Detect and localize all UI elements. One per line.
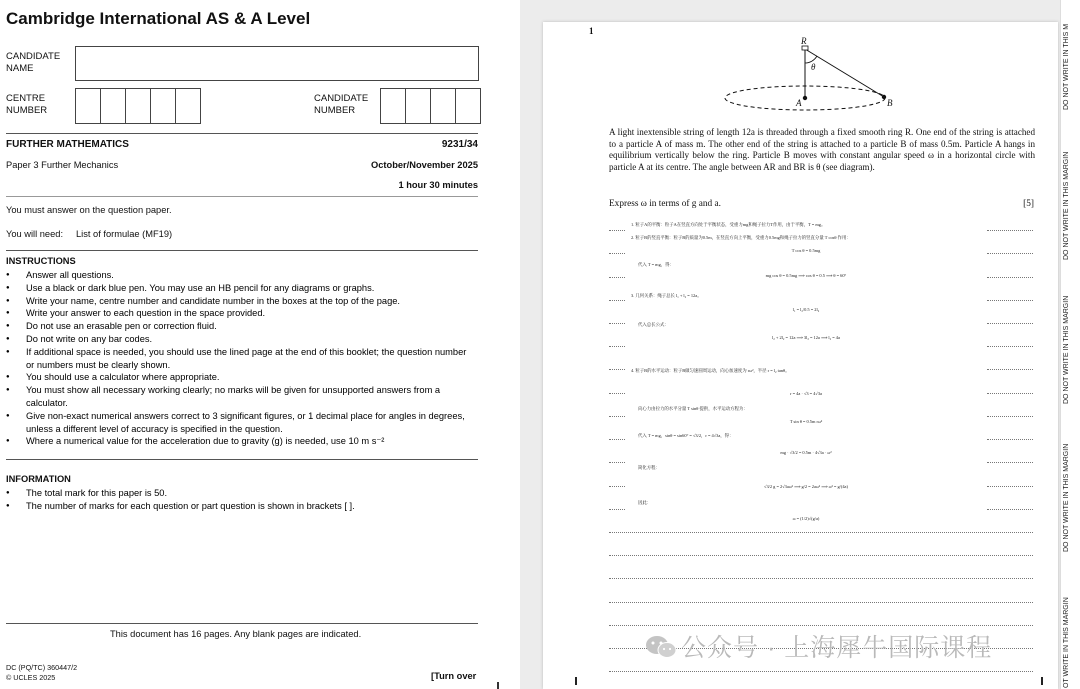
- list-item: ● If additional space is needed, you should use the lined page at the end of this booklet; the question number or numbers must be clearly shown.: [6, 346, 474, 372]
- cover-page: [0, 0, 520, 689]
- divider: [6, 133, 478, 134]
- particle-a: [803, 96, 807, 100]
- margin-warning: DO NOT WRITE IN THIS MARGIN: [1063, 151, 1070, 260]
- answer-line: [987, 323, 1033, 324]
- answer-line: [609, 578, 1033, 579]
- answer-line: [609, 230, 625, 231]
- candidate-number-field[interactable]: [380, 88, 481, 124]
- list-item: ● You should use a calculator where appropriate.: [6, 371, 474, 384]
- solution-equation: l₁ = l₂/0.5 = 2l₂: [792, 307, 820, 312]
- list-item: ● You must show all necessary working clearly; no marks will be given for unsupported answers from a calculator.: [6, 384, 474, 410]
- solution-equation: l₂ + 2l₂ = 12a ⟹ 3l₂ = 12a ⟹ l₂ = 4a: [772, 335, 840, 340]
- page-corner-mark: [1041, 677, 1043, 685]
- answer-line: [609, 277, 625, 278]
- solution-equation: T cos θ = 0.5mg: [791, 248, 821, 253]
- answer-line: [609, 671, 1033, 672]
- solution-equation: mg · √3/2 = 0.5m · 4√3a · ω²: [780, 450, 832, 455]
- solution-step: 代入 T = mg，得：: [638, 262, 674, 267]
- answer-line: [987, 369, 1033, 370]
- solution-step: 代入 T = mg，sinθ = sin60° = √3/2，r = 4√3a，得：: [638, 433, 734, 438]
- answer-line: [609, 393, 625, 394]
- watermark-text: 公众号 · 上海犀牛国际课程: [681, 634, 993, 662]
- solution-step: 2. 粒子B的竖直平衡：粒子B的质量为0.5m，在竖直方向上平衡，受重力0.5mg和绳子拉力的竖直分量 T cosθ 作用：: [631, 235, 851, 240]
- answer-line: [609, 486, 625, 487]
- divider: [6, 459, 478, 460]
- solution-step: 3. 几何关系：绳子总长 l₁ + l₂ = 12a。: [631, 293, 702, 298]
- answer-line: [987, 230, 1033, 231]
- solution-step: 4. 粒子B的水平运动：粒子B做匀速圆周运动，向心加速度为 rω²，半径 r = l₂ tanθ。: [631, 368, 790, 373]
- solution-equation: mg cos θ = 0.5mg ⟹ cos θ = 0.5 ⟹ θ = 60°: [765, 273, 847, 278]
- question-marks: [5]: [1023, 199, 1034, 209]
- solution-step: 1. 粒子A的平衡：粒子A在竖直方向处于平衡状态，受重力mg和绳子拉力T作用，由于平衡，T = mg。: [631, 222, 826, 227]
- centre-number-field[interactable]: [75, 88, 201, 124]
- divider: [6, 196, 478, 197]
- answer-line: [609, 300, 625, 301]
- information-heading: INFORMATION: [6, 474, 71, 484]
- answer-line: [609, 416, 625, 417]
- label-r: R: [801, 36, 807, 46]
- label-b: B: [887, 98, 893, 108]
- solution-equation: √3/2 g = 2√3aω² ⟹ g/2 = 2aω² ⟹ ω² = g/(4a): [764, 484, 848, 489]
- solution-step: 因此：: [638, 500, 652, 505]
- answer-line: [609, 439, 625, 440]
- candidate-name-label: CANDIDATE NAME: [6, 51, 61, 74]
- pages-note: This document has 16 pages. Any blank pages are indicated.: [110, 629, 362, 639]
- question-text: A light inextensible string of length 12a is threaded through a fixed smooth ring R. One end of the string is attached to a particle A of mass m. The other end of the string is attached to a particle B of mass 0.5m. Particle A hangs in equilibrium vertically below the ring. Particle B moves with constant angular speed ω in a horizontal circle with particle A at its centre. The angle between AR and BR is θ (see diagram).: [609, 127, 1035, 172]
- wechat-icon: [645, 634, 677, 660]
- ring-r: [802, 46, 808, 50]
- paper-name: Paper 3 Further Mechanics: [6, 160, 119, 170]
- answer-line: [609, 555, 1033, 556]
- answer-line: [987, 486, 1033, 487]
- list-item: ● Write your name, centre number and candidate number in the boxes at the top of the page.: [6, 295, 474, 308]
- candidate-name-field[interactable]: [75, 46, 479, 81]
- answer-line: [609, 602, 1033, 603]
- page-title: Cambridge International AS & A Level: [6, 9, 311, 28]
- list-item: ● Do not use an erasable pen or correction fluid.: [6, 320, 474, 333]
- answer-line: [987, 439, 1033, 440]
- answer-line: [609, 462, 625, 463]
- solution-step: 代入总长公式：: [638, 322, 669, 327]
- answer-line: [609, 369, 625, 370]
- list-item: ● Where a numerical value for the acceleration due to gravity (g) is needed, use 10 m s⁻²: [6, 435, 474, 448]
- centre-number-label: CENTRE NUMBER: [6, 93, 48, 116]
- page-gap-marker: [497, 682, 499, 689]
- list-item: ● Do not write on any bar codes.: [6, 333, 474, 346]
- margin-warning: DO NOT WRITE IN THIS MARGIN: [1063, 295, 1070, 404]
- margin-strip: [1060, 0, 1080, 689]
- solution-equation: ω = (1/2)√(g/a): [792, 516, 820, 521]
- question-number: 1: [589, 26, 594, 36]
- watermark: [645, 628, 992, 664]
- exam-duration: 1 hour 30 minutes: [398, 180, 478, 190]
- label-a: A: [796, 98, 802, 108]
- turn-over: [Turn over: [431, 671, 477, 681]
- margin-warning: DO NOT WRITE IN THIS MARGIN: [1063, 443, 1070, 552]
- answer-line: [609, 532, 1033, 533]
- list-item: ● The total mark for this paper is 50.: [6, 487, 474, 500]
- margin-warning: OT WRITE IN THIS MARGIN: [1063, 597, 1070, 688]
- footer-copyright: © UCLES 2025: [6, 673, 56, 682]
- candidate-number-label: CANDIDATE NUMBER: [314, 93, 369, 116]
- solution-equation: r = 4a · √3 = 4√3a: [790, 391, 822, 396]
- answer-on-paper-note: You must answer on the question paper.: [6, 205, 172, 215]
- answer-line: [609, 346, 625, 347]
- instructions-list: [6, 269, 474, 448]
- paper-code: 9231/34: [441, 139, 478, 150]
- answer-line: [987, 346, 1033, 347]
- list-item: ● Use a black or dark blue pen. You may use an HB pencil for any diagrams or graphs.: [6, 282, 474, 295]
- instructions-heading: INSTRUCTIONS: [6, 256, 76, 266]
- subject-title: FURTHER MATHEMATICS: [6, 139, 129, 150]
- answer-line: [987, 253, 1033, 254]
- divider: [6, 250, 478, 251]
- solution-step: 向心力由拉力的水平分量 T sinθ 提供，水平运动方程为：: [638, 406, 748, 411]
- solution-step: 简化方程：: [638, 465, 660, 470]
- you-will-need-value: List of formulae (MF19): [76, 229, 173, 239]
- list-item: ● The number of marks for each question or part question is shown in brackets [ ].: [6, 500, 474, 513]
- you-will-need-label: You will need:: [6, 229, 64, 239]
- information-list: [6, 487, 474, 513]
- answer-line: [987, 462, 1033, 463]
- divider: [6, 623, 478, 624]
- label-theta: θ: [811, 62, 816, 72]
- answer-line: [987, 416, 1033, 417]
- list-item: ● Give non-exact numerical answers correct to 3 significant figures, or 1 decimal place for angles in degrees, unless a different level of accuracy is specified in the question.: [6, 410, 474, 436]
- answer-line: [987, 393, 1033, 394]
- footer-code: DC (PQ/TC) 360447/2: [6, 663, 78, 672]
- solution-equation: T sin θ = 0.5m rω²: [789, 419, 823, 424]
- answer-line: [987, 509, 1033, 510]
- particle-b: [882, 95, 886, 99]
- question-prompt: Express ω in terms of g and a.: [609, 199, 721, 209]
- exam-session: October/November 2025: [371, 160, 478, 170]
- question-page: [543, 22, 1058, 689]
- answer-line: [987, 300, 1033, 301]
- answer-line: [609, 253, 625, 254]
- list-item: ● Write your answer to each question in the space provided.: [6, 307, 474, 320]
- answer-line: [609, 509, 625, 510]
- page-corner-mark: [575, 677, 577, 685]
- answer-line: [609, 625, 1033, 626]
- answer-line: [609, 323, 625, 324]
- list-item: ● Answer all questions.: [6, 269, 474, 282]
- margin-warning: DO NOT WRITE IN THIS M: [1063, 23, 1070, 110]
- answer-line: [987, 277, 1033, 278]
